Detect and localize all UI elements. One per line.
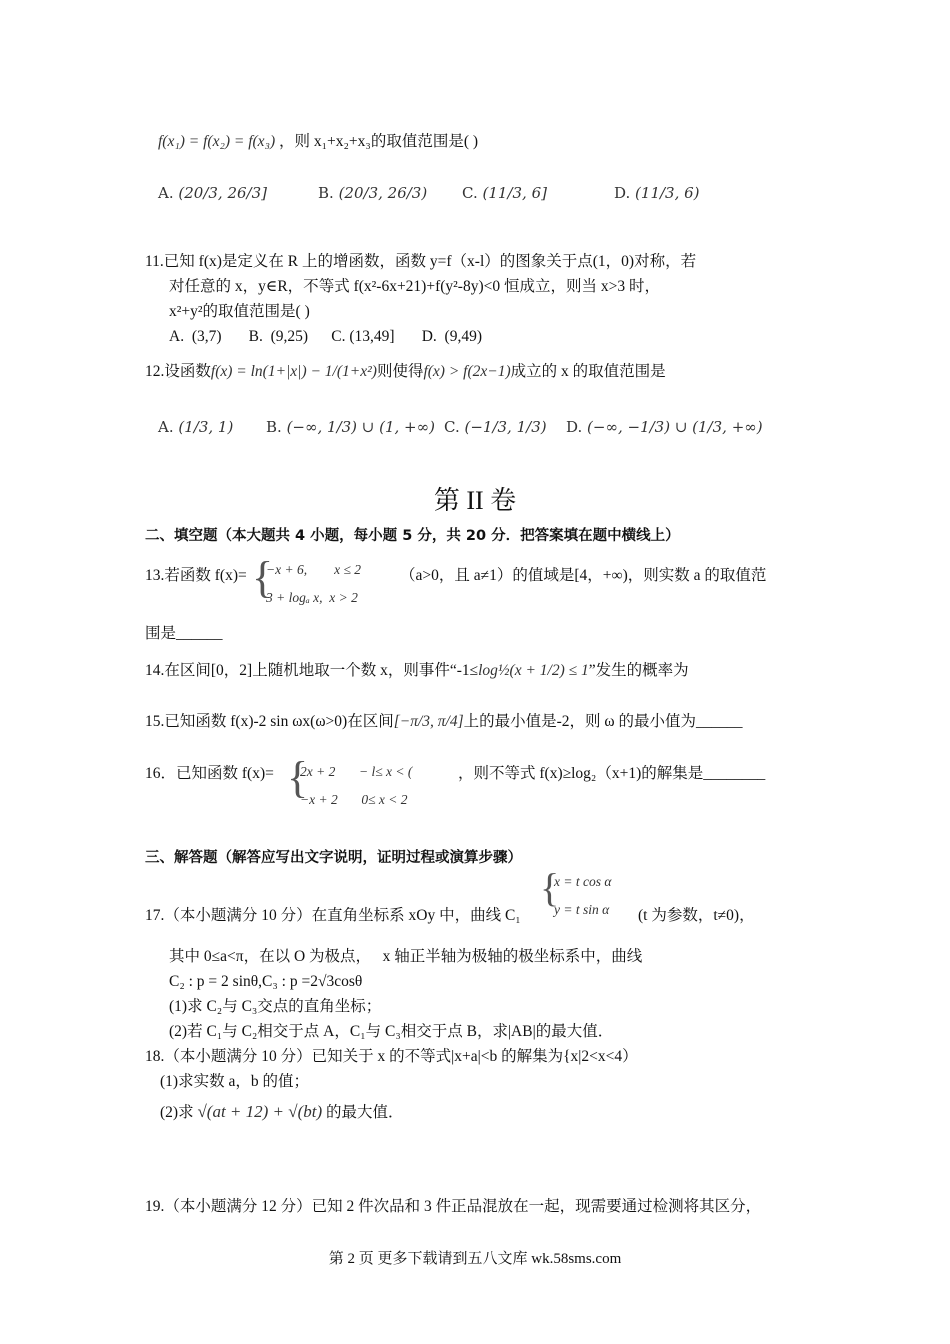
q17-piece2: y = t sin α [554, 902, 610, 917]
q10-option-b [318, 184, 427, 202]
section-title: 第 II 卷 [433, 486, 517, 515]
q16-piece2: −x + 2 0≤ x < 2 [300, 792, 408, 807]
q11-line1: 11.已知 f(x)是定义在 R 上的增函数，函数 y=f（x-l）的图象关于点(1，0)对称，若 [145, 253, 697, 270]
option-label: C. [444, 418, 460, 436]
q12-option-b [266, 418, 435, 436]
option-label: D. [566, 418, 583, 436]
q13-piece2: 3 + logₐ x, x > 2 [266, 590, 358, 605]
option-math: (11/3, 6) [635, 184, 700, 202]
option-label: D. [614, 184, 631, 202]
q16-suffix: ，则不等式 f(x)≥log₂（x+1)的解集是________ [458, 765, 766, 782]
section3-heading: 三、解答题（解答应写出文字说明，证明过程或演算步骤） [145, 850, 522, 866]
q15-stem [145, 712, 743, 732]
q18-line3 [160, 1102, 404, 1123]
q18-line3-prefix: (2)求 [160, 1104, 194, 1121]
q17-line4: (1)求 C₂与 C₃交点的直角坐标； [169, 998, 382, 1015]
q17-piece1: x = t cos α [554, 874, 612, 889]
option-math: (−∞, 1/3) ∪ (1, +∞) [286, 418, 435, 436]
section2-heading: 二、填空题（本大题共 4 小题，每小题 5 分，共 20 分．把答案填在题中横线上） [145, 528, 680, 544]
q17-line2: 其中 0≤a<π，在以 O 为极点， x 轴正半轴为极轴的极坐标系中，曲线 [169, 948, 643, 965]
q11-options: A. (3,7) B. (9,25) C. (13,49] D. (9,49) [169, 328, 482, 345]
q10-question-text: ，则 x₁+x₂+x₃的取值范围是( ) [279, 133, 479, 150]
q10-equal-values-math: f(x₁) = f(x₂) = f(x₃) [158, 133, 276, 150]
q12-suffix: 成立的 x 的取值范围是 [510, 363, 666, 380]
q12-prefix: 12.设函数 [145, 363, 211, 380]
q17-prefix: 17.（本小题满分 10 分）在直角坐标系 xOy 中，曲线 C₁ [145, 907, 521, 924]
option-label: A. [158, 418, 174, 436]
q15-suffix: 上的最小值是-2，则 ω 的最小值为______ [463, 713, 743, 730]
q18-line1: 18.（本小题满分 10 分）已知关于 x 的不等式|x+a|<b 的解集为{x|2<x<4） [145, 1048, 638, 1065]
q10-option-d [614, 184, 700, 202]
option-label: C. [462, 184, 478, 202]
q12-inequality-math: f(x) > f(2x−1) [423, 363, 511, 380]
option-math: (−1/3, 1/3) [464, 418, 547, 436]
q17-line5: (2)若 C₁与 C₂相交于点 A，C₁与 C₃相交于点 B，求|AB|的最大值． [169, 1023, 614, 1040]
q10-option-c [462, 184, 547, 202]
q16-prefix: 16．已知函数 f(x)= [145, 765, 274, 782]
q12-option-a [158, 418, 233, 436]
q13-brace-icon: { [252, 553, 274, 602]
q11-line2: 对任意的 x，y∈R，不等式 f(x²-6x+21)+f(y²-8y)<0 恒成立，则当 x>3 时， [169, 278, 660, 295]
q13-prefix: 13.若函数 f(x)= [145, 567, 247, 584]
option-math: (20/3, 26/3) [338, 184, 428, 202]
q12-function-math: f(x) = ln(1+|x|) − 1/(1+x²) [210, 363, 377, 380]
q14-stem [145, 661, 689, 681]
q13-suffix: （a>0，且 a≠1）的值域是[4，+∞)，则实数 a 的取值范 [400, 567, 767, 584]
q15-interval-math: [−π/3, π/4] [393, 713, 464, 730]
q10-option-a [158, 184, 267, 202]
option-math: (20/3, 26/3] [178, 184, 267, 202]
q12-stem [145, 362, 666, 382]
q16-piece1: 2x + 2 − l≤ x < ( [300, 764, 413, 779]
q17-suffix: (t 为参数，t≠0)， [638, 907, 755, 924]
q15-prefix: 15.已知函数 f(x)-2 sin ωx(ω>0)在区间 [145, 713, 394, 730]
option-math: (11/3, 6] [482, 184, 547, 202]
q12-option-c [444, 418, 547, 436]
q18-line3-suffix: 的最大值． [326, 1104, 404, 1121]
q11-line3: x²+y²的取值范围是( ) [169, 303, 310, 320]
q14-prefix: 14.在区间[0，2]上随机地取一个数 x，则事件“-1≤ [145, 662, 479, 679]
page-footer: 第 2 页 更多下载请到五八文库 wk.58sms.com [328, 1251, 622, 1267]
q16-brace-icon: { [287, 753, 309, 802]
q14-log-math: log½(x + 1/2) ≤ 1 [478, 662, 589, 679]
q13-piece1: −x + 6, x ≤ 2 [266, 562, 361, 577]
q18-line2: (1)求实数 a，b 的值； [160, 1073, 309, 1090]
q19-line1: 19.（本小题满分 12 分）已知 2 件次品和 3 件正品混放在一起，现需要通过检测将其区分， [145, 1198, 762, 1215]
q18-sqrt-math: √(at + 12) + √(bt) [197, 1102, 323, 1121]
option-label: B. [318, 184, 334, 202]
q17-brace-icon: { [540, 865, 560, 910]
q17-line3: C₂ : p = 2 sinθ,C₃ : p =2√3cosθ [169, 973, 363, 990]
option-math: (1/3, 1) [178, 418, 234, 436]
q12-option-d [566, 418, 763, 436]
q12-mid: 则使得 [376, 363, 424, 380]
option-label: B. [266, 418, 282, 436]
q14-suffix: ”发生的概率为 [588, 662, 689, 679]
option-label: A. [158, 184, 174, 202]
option-math: (−∞, −1/3) ∪ (1/3, +∞) [587, 418, 763, 436]
q10-continuation [158, 132, 478, 152]
q13-line2: 围是______ [145, 625, 223, 642]
